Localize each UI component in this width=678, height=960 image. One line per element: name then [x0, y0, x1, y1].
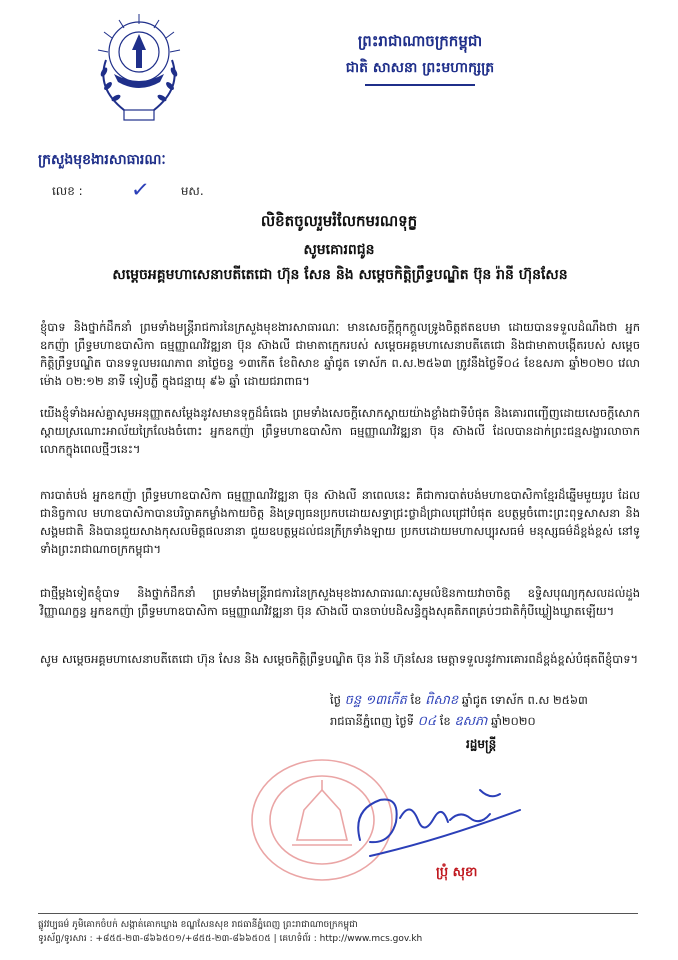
paragraph-announcement: ខ្ញុំបាទ និងថ្នាក់ដឹកនាំ ព្រមទាំងមន្ត្រីរាជការនៃក្រសួងមុខងារសាធារណៈ មានសេចក្តីក្តុកក្តួលទ្រូងចិត្តឥតឧបមា ដោយបានទទួលដំណឹងថា អ្នកឧកញ៉ា ព្រឹទ្ធមហាឧបាសិកា ធម្មញ្ញាណវិវឌ្ឍនា ប៊ុន ស៊ាងលី ជាមាតាក្មេករបស់ សម្តេចអគ្គមហាសេនាបតីតេជោ និងជាមាតាបង្កើតរបស់ សម្តេចកិត្តិព្រឹទ្ធបណ្ឌិត បានទទួលមរណភាព នាថ្ងៃចន្ទ ១៣កើត ខែពិសាខ ឆ្នាំជូត ទោស័ក ព.ស.២៥៦៣ ត្រូវនឹងថ្ងៃទី០៤ ខែឧសភា ឆ្នាំ២០២០ វេលាម៉ោង ០២:១២ នាទី ទៀបភ្លឺ ក្នុងជន្មាយុ ៩៦ ឆ្នាំ ដោយជរាពាធ។	[40, 320, 640, 388]
national-motto: ជាតិ សាសនា ព្រះមហាក្សត្រ	[345, 60, 495, 76]
footer-address: ផ្លូវវប្បធម៌ ភូមិគោកចំបក់ សង្កាត់គោកឃ្លាង ខណ្ឌសែនសុខ រាជធានីភ្នំពេញ ព្រះរាជាណាចក្រកម្ពុជា	[38, 920, 358, 930]
month-handwritten: ឧសភា	[454, 714, 488, 729]
paragraph-condolence: យើងខ្ញុំទាំងអស់គ្នាសូមអនុញ្ញាតសម្តែងនូវសមានទុក្ខដ៏ធំធេង ព្រមទាំងសេចក្តីសោកស្តាយយ៉ាងខ្លាំងជាទីបំផុត និងគោរពញ្ជើញដោយសេចក្តីសោកស្តាយស្រណោះអាល័យក្រៃលែងចំពោះ អ្នកឧកញ៉ា ព្រឹទ្ធមហាឧបាសិកា ធម្មញ្ញាណវិវឌ្ឍនា ប៊ុន ស៊ាងលី ដែលបានដាក់ព្រះជន្មសង្ខារលាចាកលោកក្នុងពេលថ្មីៗនេះ។	[40, 406, 640, 456]
paragraph-dedication: ជាថ្មីម្តងទៀតខ្ញុំបាទ និងថ្នាក់ដឹកនាំ ព្រមទាំងមន្ត្រីរាជការនៃក្រសួងមុខងារសាធារណៈសូមលំឱនកាយវាចាចិត្ត ឧទ្ទិសបុណ្យកុសលដល់ដួងវិញ្ញាណក្ខន្ធ អ្នកឧកញ៉ា ព្រឹទ្ធមហាឧបាសិកា ធម្មញ្ញាណវិវឌ្ឍនា ប៊ុន ស៊ាងលី បានចាប់បដិសន្ធិក្នុងសុគតិភពគ្រប់ៗជាតិកុំបីឃ្លៀងឃ្លាតឡើយ។	[40, 586, 640, 618]
lunar-day-handwritten: ចន្ទ ១៣កើត	[344, 693, 407, 708]
place-label: រាជធានីភ្នំពេញ ថ្ងៃទី	[330, 714, 414, 728]
year-label: ឆ្នាំ២០២០	[490, 714, 536, 728]
motto-divider	[365, 84, 475, 86]
kingdom-name: ព្រះរាជាណាចក្រកម្ពុជា	[357, 32, 483, 50]
lunar-year: ឆ្នាំជូត ទោស័ក ព.ស ២៥៦៣	[461, 693, 588, 707]
letterhead-footer	[38, 918, 638, 946]
paragraph-closing: សូម សម្តេចអគ្គមហាសេនាបតីតេជោ ហ៊ុន សែន និង សម្តេចកិត្តិព្រឹទ្ធបណ្ឌិត ប៊ុន រ៉ានី ហ៊ុនសែន មេត្តាទទួលនូវការគោរពដ៏ខ្ពង់ខ្ពស់បំផុតពីខ្ញុំបាទ។	[40, 652, 639, 666]
lunar-month-label: ខែ	[410, 693, 422, 707]
reference-label: លេខ :	[52, 184, 83, 198]
reference-suffix: មស.	[180, 184, 204, 198]
lunar-prefix: ថ្ងៃ	[330, 693, 341, 707]
lunar-date-line	[330, 690, 588, 711]
ministry-emblem-icon	[84, 10, 194, 130]
dateline	[330, 690, 588, 732]
kingdom-heading	[290, 28, 550, 86]
ministry-name: ក្រសួងមុខងារសាធារណៈ	[38, 152, 166, 168]
paragraph-tribute: ការបាត់បង់ អ្នកឧកញ៉ា ព្រឹទ្ធមហាឧបាសិកា ធម្មញ្ញាណវិវឌ្ឍនា ប៊ុន ស៊ាងលី នាពេលនេះ គឺជាការបាត់បង់មហាឧបាសិកាខ្មែរដ៏ឆ្នើមមួយរូប ដែលជានិច្ចកាល មហាឧបាសិកាបានបរិច្ចាគកម្លាំងកាយចិត្ត និងទ្រព្យធនប្រកបដោយសទ្ធាជ្រះថ្លាដ៏ជ្រាលជ្រៅបំផុត ឧបត្ថម្ភចំពោះព្រះពុទ្ធសាសនា និងសង្គមជាតិ និងបានជួយសាងកុសលមិត្តផលនានា ជួយឧបត្ថម្ភដល់ជនក្រីក្រទាំងឡាយ ប្រកបដោយមហាសប្បុរសធម៌ មនុស្សធម៌ដ៏ខ្ពង់ខ្ពស់ នៅទូទាំងព្រះរាជាណាចក្រកម្ពុជា។	[40, 488, 640, 556]
footer-contact: ទូរស័ព្ទ/ទូរសារ : +៨៥៥-២៣-៨៦៦៥០១/+៨៥៥-២៣-៨៦៦៥០៥ | គេហទំព័រ : http://www.mcs.gov.kh	[38, 934, 423, 944]
footer-divider	[38, 913, 638, 914]
signer-name: ប្រុំ សុខា	[436, 865, 478, 880]
month-label: ខែ	[439, 714, 451, 728]
day-handwritten: ០៤	[417, 714, 437, 729]
lunar-month-handwritten: ពិសាខ	[425, 693, 459, 708]
letter-title: លិខិតចូលរួមរំលែកមរណទុក្ខ	[260, 212, 418, 230]
addressee: សម្តេចអគ្គមហាសេនាបតីតេជោ ហ៊ុន សែន និង សម្តេចកិត្តិព្រឹទ្ធបណ្ឌិត ប៊ុន រ៉ានី ហ៊ុនសែន	[112, 267, 568, 283]
solar-date-line	[330, 711, 588, 732]
salutation: សូមគោរពជូន	[303, 242, 375, 258]
checkmark-icon: ✓	[129, 177, 151, 204]
signer-position: រដ្ឋមន្ត្រី	[466, 737, 497, 751]
handwritten-signature	[330, 770, 530, 870]
reference-line	[52, 176, 204, 204]
